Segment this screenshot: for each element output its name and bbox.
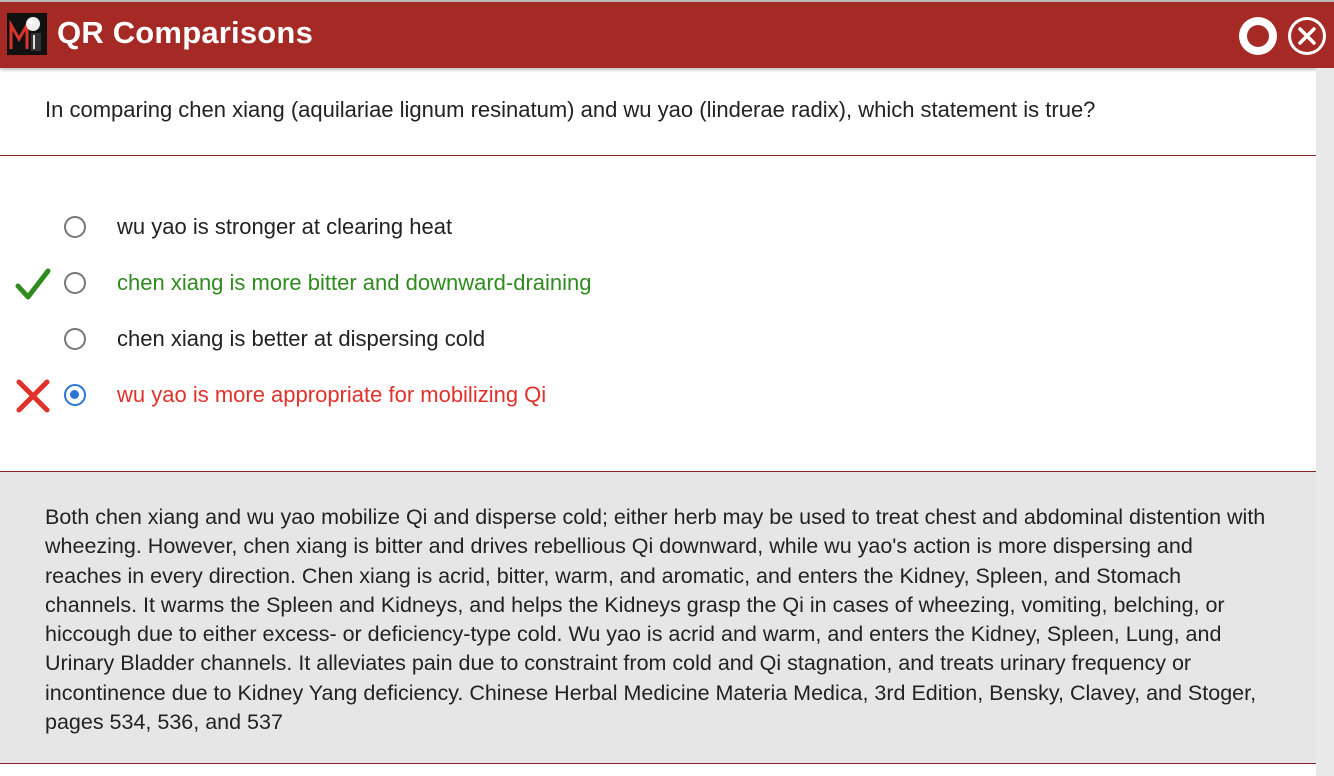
- answer-label: wu yao is stronger at clearing heat: [117, 214, 453, 239]
- answer-option[interactable]: [0, 317, 1316, 361]
- explanation-text: Both chen xiang and wu yao mobilize Qi and disperse cold; either herb may be used to treat chest and abdominal distention with wheezing. However, chen xiang is bitter and drives rebellious Qi downward, while wu yao's action is more dispersing and reaches in every direction. Chen xiang is acrid, bitter, warm, and aromatic, and enters the Kidney, Spleen, and Stomach channels. It warms the Spleen and Kidneys, and helps the Kidneys grasp the Qi in cases of wheezing, vomiting, belching, or hiccough due to either excess- or deficiency-type cold. Wu yao is acrid and warm, and enters the Kidney, Spleen, Lung, and Urinary Bladder channels. It alleviates pain due to constraint from cold and Qi stagnation, and treats urinary frequency or incontinence due to Kidney Yang deficiency. Chinese Herbal Medicine Materia Medica, 3rd Edition, Bensky, Clavey, and Stoger, pages 534, 536, and 537: [45, 505, 1266, 735]
- radio-button[interactable]: [64, 328, 86, 350]
- divider: [0, 763, 1316, 764]
- answer-label: chen xiang is more bitter and downward-draining: [117, 270, 592, 295]
- x-mark-icon: [14, 377, 52, 415]
- radio-button[interactable]: [64, 216, 86, 238]
- title-bar: [0, 2, 1334, 68]
- checkmark-icon: [14, 265, 52, 303]
- record-icon: [1247, 25, 1269, 47]
- answer-option-correct[interactable]: [0, 261, 1316, 305]
- close-icon: [1288, 17, 1326, 55]
- answer-label: wu yao is more appropriate for mobilizing Qi: [117, 382, 547, 407]
- divider: [0, 155, 1316, 156]
- radio-button[interactable]: [64, 272, 86, 294]
- answer-option[interactable]: [0, 205, 1316, 249]
- record-button[interactable]: [1239, 17, 1277, 55]
- close-button[interactable]: [1288, 17, 1326, 55]
- answer-label: chen xiang is better at dispersing cold: [117, 326, 486, 351]
- app-logo-icon: [7, 13, 47, 55]
- answer-option-wrong[interactable]: [0, 373, 1316, 417]
- window-title: QR Comparisons: [57, 15, 314, 50]
- question-text: In comparing chen xiang (aquilariae lignum resinatum) and wu yao (linderae radix), which statement is true?: [45, 97, 1096, 122]
- radio-button-selected[interactable]: [64, 384, 86, 406]
- scrollbar-track[interactable]: [1316, 68, 1334, 776]
